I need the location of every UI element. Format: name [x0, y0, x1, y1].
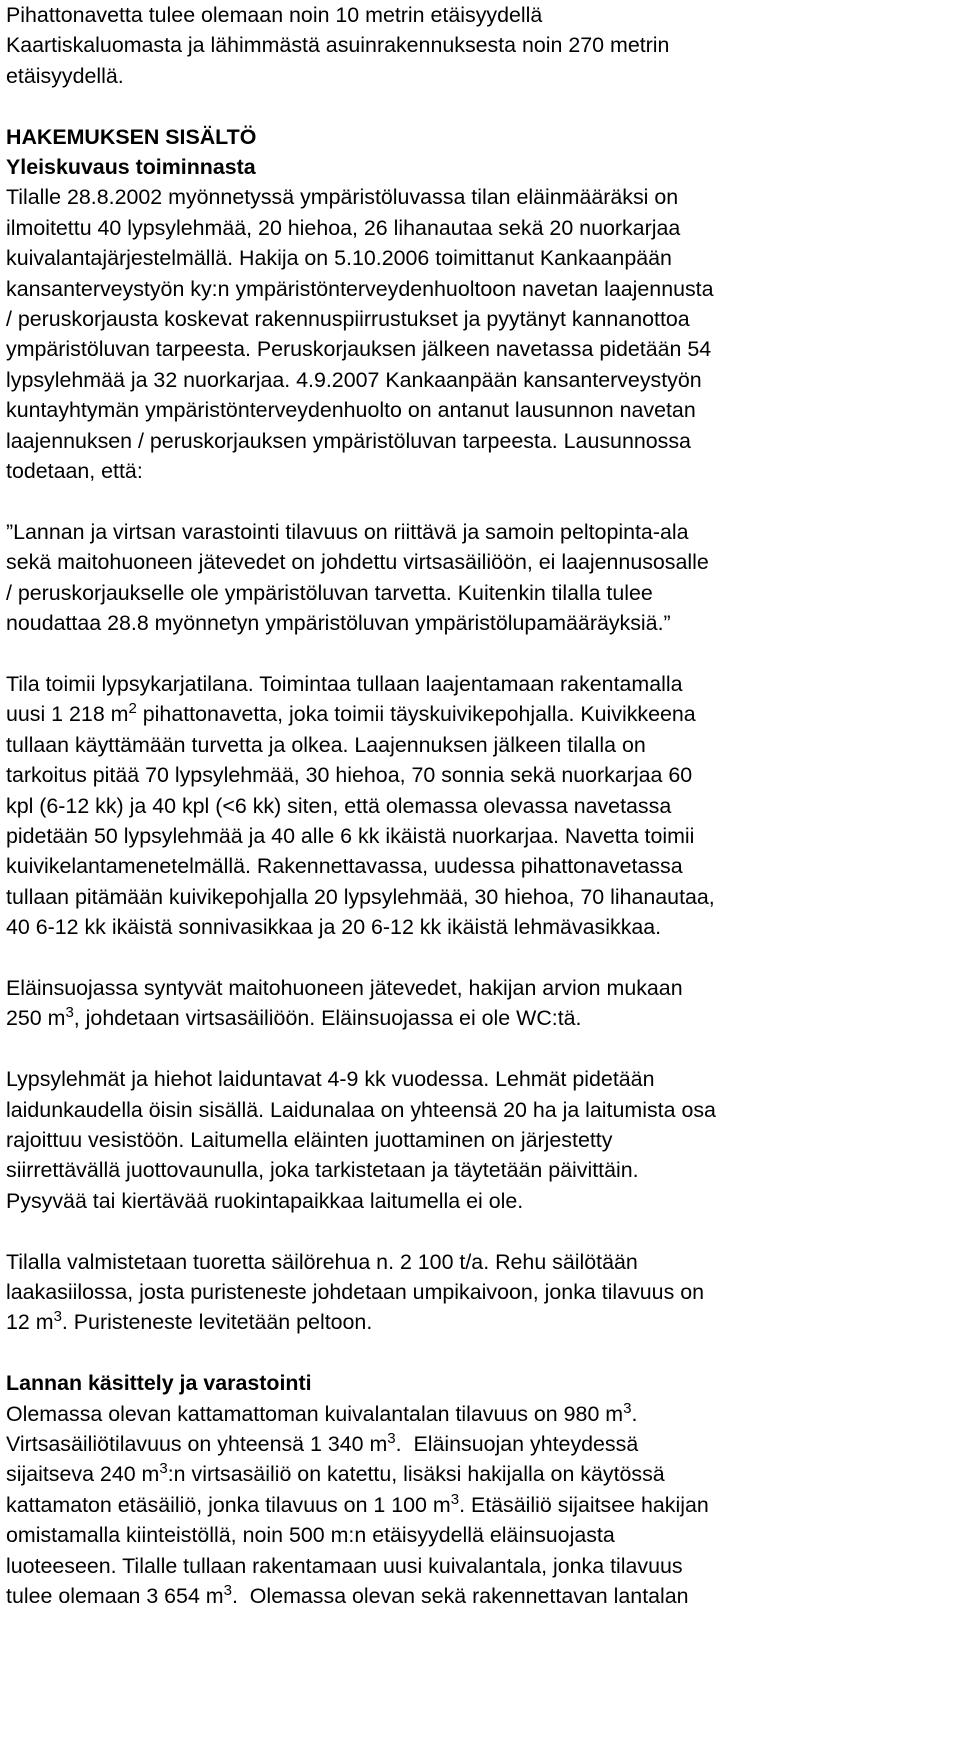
text-line: siirrettävällä juottovaunulla, joka tarkistetaan ja täytetään päivittäin. — [6, 1158, 639, 1183]
text-fragment: 12 m — [6, 1310, 54, 1335]
superscript: 3 — [53, 1308, 62, 1326]
text-line: ympäristöluvan tarpeesta. Peruskorjauksen jälkeen navetassa pidetään 54 — [6, 337, 712, 362]
text-line: kuivikelantamenetelmällä. Rakennettavassa, uudessa pihattonavetassa — [6, 854, 683, 879]
statement-quote — [6, 517, 956, 639]
quote-line: noudattaa 28.8 myönnetyn ympäristöluvan ympäristölupamääräyksiä.” — [6, 611, 671, 636]
paragraph-gap — [6, 91, 956, 121]
text-line: laakasiilossa, josta puristeneste johdetaan umpikaivoon, jonka tilavuus on — [6, 1279, 704, 1304]
superscript: 3 — [450, 1490, 460, 1508]
text-line: laajennuksen / peruskorjauksen ympäristöluvan tarpeesta. Lausunnossa — [6, 428, 691, 453]
text-line: Pihattonavetta tulee olemaan noin 10 metrin etäisyydellä — [6, 3, 543, 27]
quote-line: sekä maitohuoneen jätevedet on johdettu virtsasäiliöön, ei laajennusosalle — [6, 550, 709, 575]
text-line: kansanterveystyön ky:n ympäristönterveydenhuoltoon navetan laajennusta — [6, 276, 714, 301]
text-line: kuntayhtymän ympäristönterveydenhuolto on antanut lausunnon navetan — [6, 398, 696, 423]
text-line: laidunkaudella öisin sisällä. Laidunalaa on yhteensä 20 ha ja laitumista osa — [6, 1097, 716, 1122]
paragraph-gap — [6, 943, 956, 973]
text-line-with-superscript — [6, 1490, 956, 1520]
text-fragment: tulee olemaan 3 654 m — [6, 1584, 224, 1609]
text-line: Kaartiskaluomasta ja lähimmästä asuinrakennuksesta noin 270 metrin — [6, 33, 670, 58]
intro-paragraph — [6, 0, 956, 91]
text-fragment: . Puristeneste levitetään peltoon. — [61, 1310, 373, 1335]
text-line: kpl (6-12 kk) ja 40 kpl (<6 kk) siten, että olemassa olevassa navetassa — [6, 793, 672, 818]
text-line: rajoittuu vesistöön. Laitumella eläinten juottaminen on järjestetty — [6, 1127, 613, 1152]
text-fragment: . Eläinsuojan yhteydessä — [395, 1431, 639, 1456]
text-line: tullaan käyttämään turvetta ja olkea. Laajennuksen jälkeen tilalla on — [6, 732, 646, 757]
text-line: lypsylehmää ja 32 nuorkarjaa. 4.9.2007 Kankaanpään kansanterveystyön — [6, 367, 702, 392]
text-fragment: . Etäsäiliö sijaitsee hakijan — [459, 1492, 709, 1517]
document-page — [6, 0, 956, 1611]
text-line: Tilalle 28.8.2002 myönnetyssä ympäristöluvassa tilan eläinmääräksi on — [6, 185, 679, 210]
text-line: pidetään 50 lypsylehmää ja 40 alle 6 kk ikäistä nuorkarjaa. Navetta toimii — [6, 823, 695, 848]
text-line: etäisyydellä. — [6, 63, 124, 88]
text-line: omistamalla kiinteistöllä, noin 500 m:n etäisyydellä eläinsuojasta — [6, 1523, 615, 1548]
text-fragment: Virtsasäiliötilavuus on yhteensä 1 340 m — [6, 1431, 388, 1456]
text-line-with-superscript — [6, 1429, 956, 1459]
superscript: 3 — [159, 1460, 168, 1478]
quote-line: ”Lannan ja virtsan varastointi tilavuus on riittävä ja samoin peltopinta-ala — [6, 519, 689, 544]
superscript: 3 — [223, 1581, 232, 1599]
superscript: 2 — [128, 700, 137, 718]
text-fragment: sijaitseva 240 m — [6, 1462, 160, 1487]
text-line-with-superscript — [6, 1003, 956, 1033]
quote-line: / peruskorjaukselle ole ympäristöluvan tarvetta. Kuitenkin tilalla tulee — [6, 580, 653, 605]
operation-paragraph — [6, 669, 956, 943]
section-heading: HAKEMUKSEN SISÄLTÖ — [6, 124, 257, 149]
text-line: luoteeseen. Tilalle tullaan rakentamaan uusi kuivalantala, jonka tilavuus — [6, 1553, 683, 1578]
text-line: 40 6-12 kk ikäistä sonnivasikkaa ja 20 6-12 kk ikäistä lehmävasikkaa. — [6, 915, 662, 940]
section-subheading: Yleiskuvaus toiminnasta — [6, 155, 256, 180]
text-line: tarkoitus pitää 70 lypsylehmää, 30 hiehoa, 70 sonnia sekä nuorkarjaa 60 — [6, 763, 693, 788]
text-line: Lypsylehmät ja hiehot laiduntavat 4-9 kk vuodessa. Lehmät pidetään — [6, 1067, 655, 1092]
text-fragment: kattamaton etäsäiliö, jonka tilavuus on 1 100 m — [6, 1492, 451, 1517]
text-line-with-superscript — [6, 699, 956, 729]
text-fragment: . — [631, 1401, 638, 1426]
superscript: 3 — [65, 1004, 74, 1022]
text-fragment: 250 m — [6, 1006, 66, 1031]
text-fragment: :n virtsasäiliö on katettu, lisäksi hakijalla on käytössä — [167, 1462, 665, 1487]
silage-paragraph — [6, 1247, 956, 1338]
text-line: Eläinsuojassa syntyvät maitohuoneen jätevedet, hakijan arvion mukaan — [6, 975, 683, 1000]
superscript: 3 — [623, 1399, 632, 1417]
text-line: Tila toimii lypsykarjatilana. Toimintaa tullaan laajentamaan rakentamalla — [6, 671, 683, 696]
paragraph-gap — [6, 1338, 956, 1368]
text-line: / peruskorjausta koskevat rakennuspiirrustukset ja pyytänyt kannanottoa — [6, 307, 690, 332]
paragraph-gap — [6, 1216, 956, 1246]
superscript: 3 — [387, 1429, 396, 1447]
section-heading: Lannan käsittely ja varastointi — [6, 1371, 312, 1396]
text-line: tullaan pitämään kuivikepohjalla 20 lypsylehmää, 30 hiehoa, 70 lihanautaa, — [6, 884, 715, 909]
text-fragment: Olemassa olevan kattamattoman kuivalantalan tilavuus on 980 m — [6, 1401, 624, 1426]
manure-section — [6, 1368, 956, 1611]
pasture-paragraph — [6, 1064, 956, 1216]
text-line-with-superscript — [6, 1307, 956, 1337]
text-fragment: pihattonavetta, joka toimii täyskuivikepohjalla. Kuivikkeena — [136, 702, 696, 727]
text-fragment: . Olemassa olevan sekä rakennettavan lantalan — [231, 1584, 689, 1609]
text-line-with-superscript — [6, 1459, 956, 1489]
application-section — [6, 122, 956, 487]
paragraph-gap — [6, 1034, 956, 1064]
paragraph-gap — [6, 486, 956, 516]
text-line-with-superscript — [6, 1581, 956, 1611]
text-line: ilmoitettu 40 lypsylehmää, 20 hiehoa, 26 lihanautaa sekä 20 nuorkarjaa — [6, 215, 681, 240]
wastewater-paragraph — [6, 973, 956, 1034]
paragraph-gap — [6, 639, 956, 669]
text-line: kuivalantajärjestelmällä. Hakija on 5.10.2006 toimittanut Kankaanpään — [6, 246, 672, 271]
text-line: todetaan, että: — [6, 459, 143, 484]
text-line-with-superscript — [6, 1399, 956, 1429]
text-line: Tilalla valmistetaan tuoretta säilörehua n. 2 100 t/a. Rehu säilötään — [6, 1249, 638, 1274]
text-fragment: uusi 1 218 m — [6, 702, 129, 727]
text-line: Pysyvää tai kiertävää ruokintapaikkaa laitumella ei ole. — [6, 1188, 524, 1213]
text-fragment: , johdetaan virtsasäiliöön. Eläinsuojassa ei ole WC:tä. — [73, 1006, 582, 1031]
